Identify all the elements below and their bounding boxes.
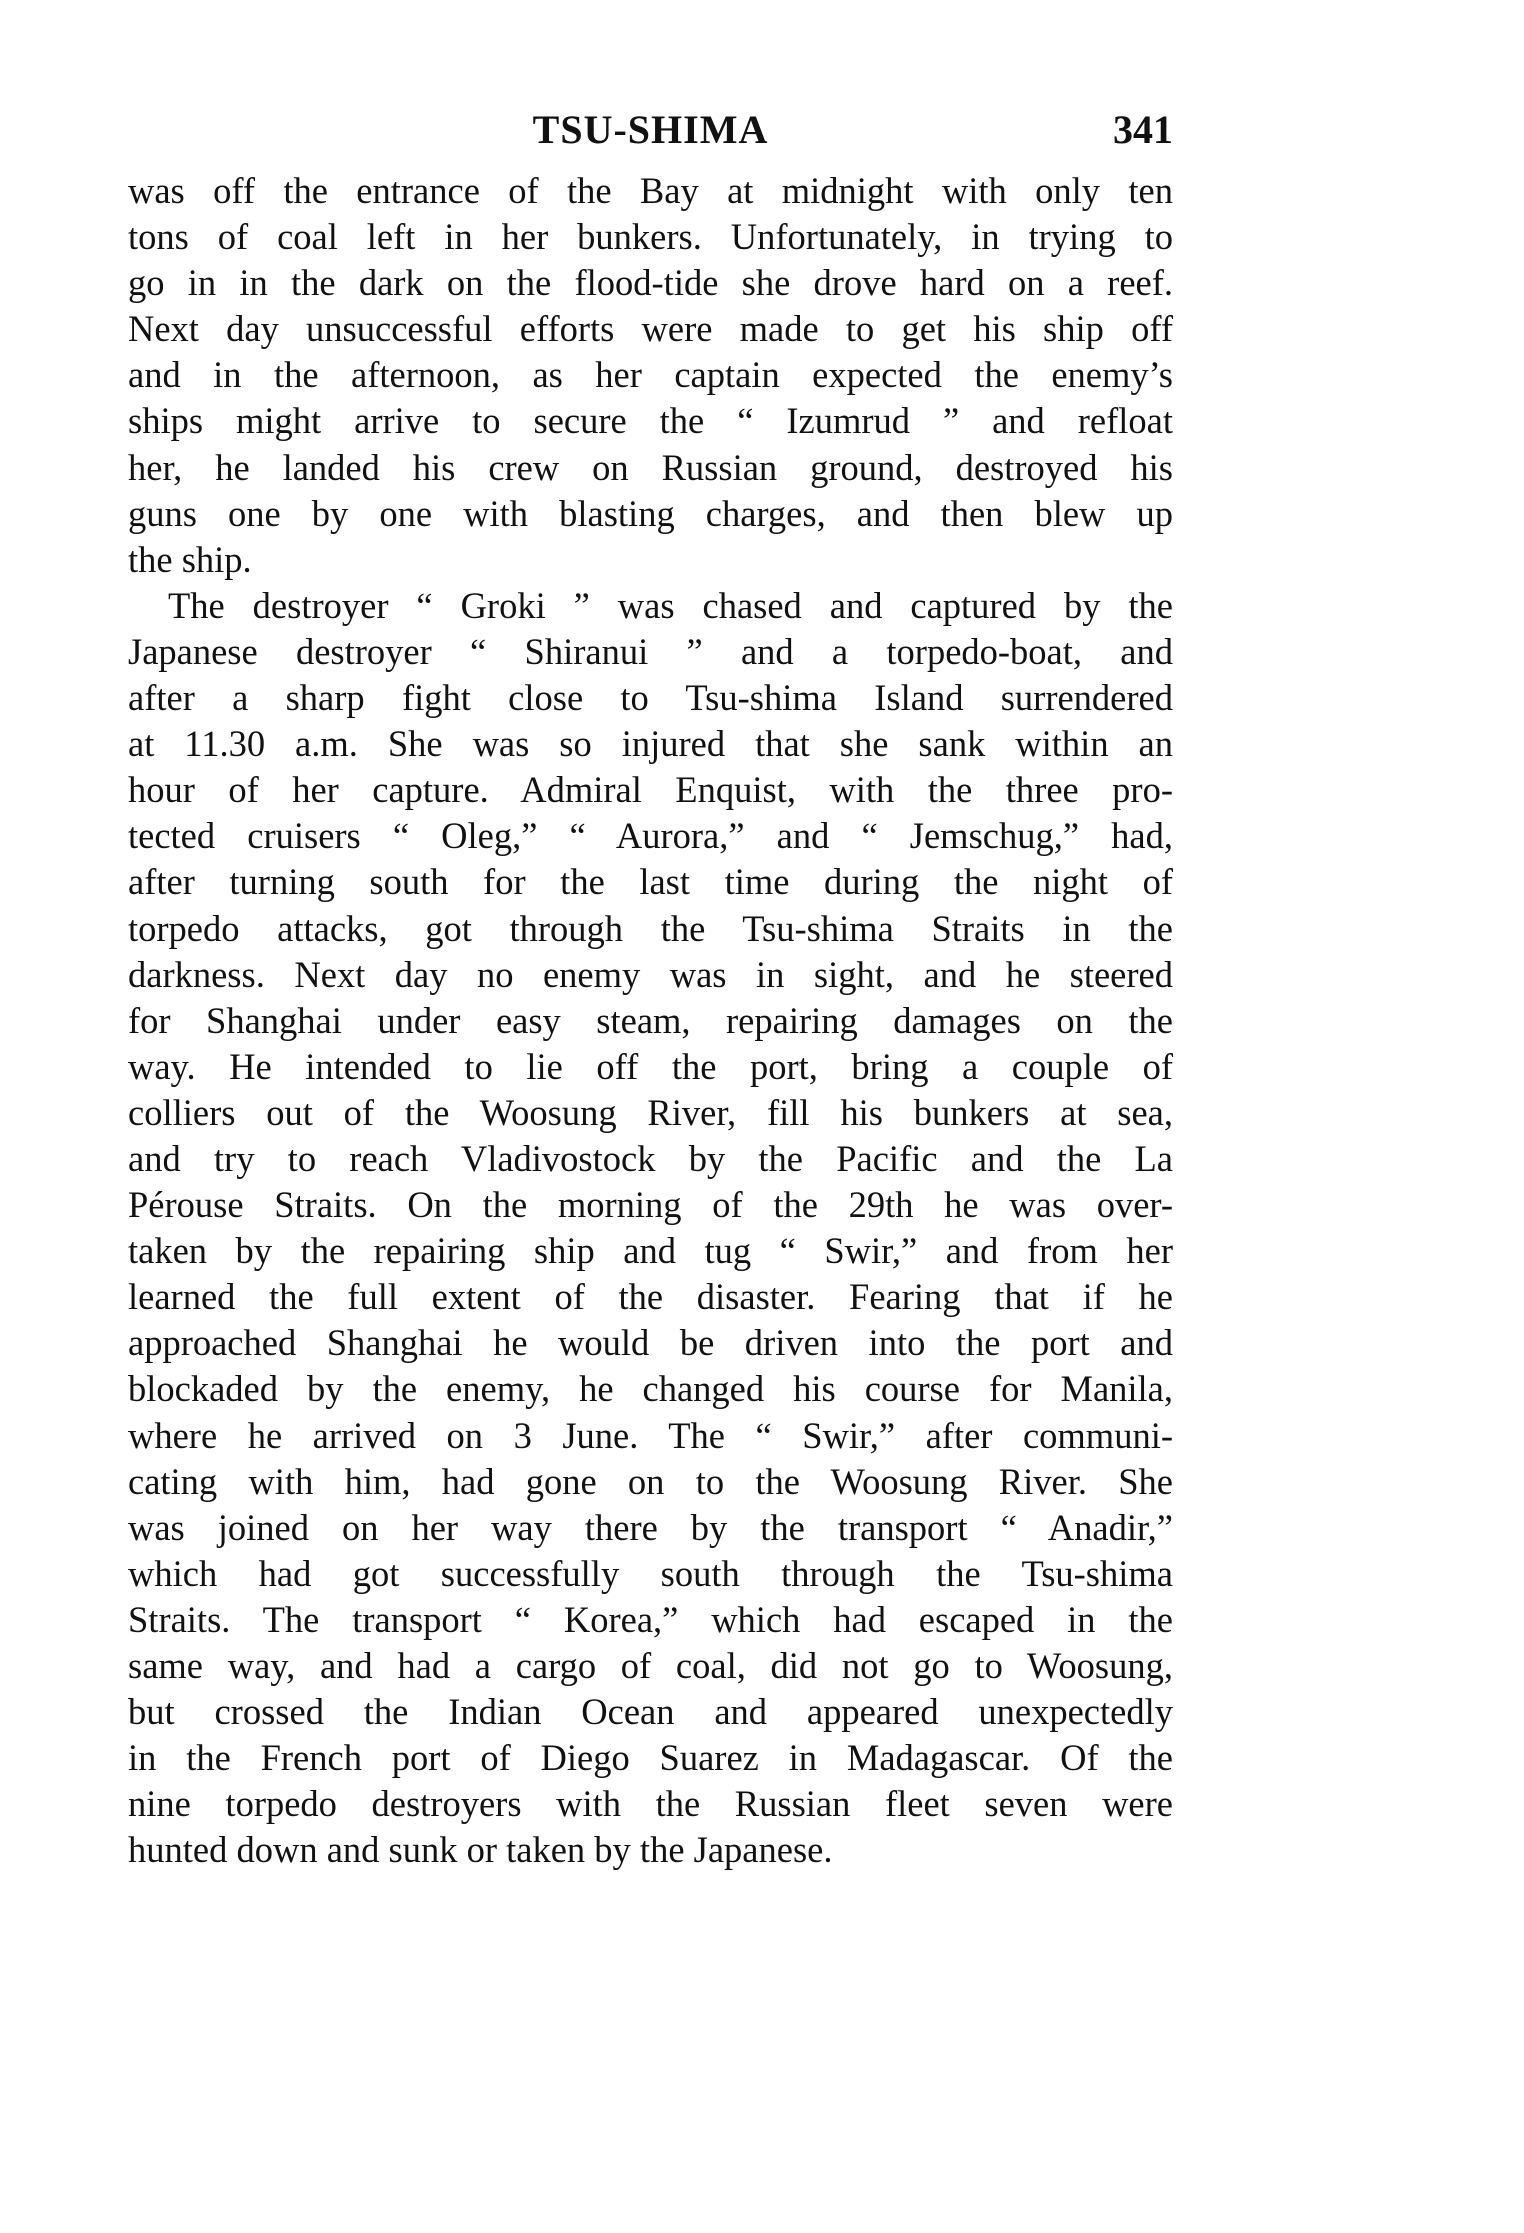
text-line: which had got successfully south through the Tsu-shima bbox=[128, 1552, 1173, 1594]
text-line: where he arrived on 3 June. The “ Swir,” after communi- bbox=[128, 1414, 1173, 1456]
text-line: after a sharp fight close to Tsu-shima Island surrendered bbox=[128, 677, 1173, 719]
text-line: but crossed the Indian Ocean and appeared unexpectedly bbox=[128, 1691, 1173, 1733]
text-line: torpedo attacks, got through the Tsu-shima Straits in the bbox=[128, 907, 1173, 949]
text-line: go in in the dark on the flood-tide she drove hard on a reef. bbox=[128, 262, 1173, 304]
text-line: approached Shanghai he would be driven into the port and bbox=[128, 1322, 1173, 1364]
text-line: for Shanghai under easy steam, repairing damages on the bbox=[128, 999, 1173, 1041]
text-line: after turning south for the last time during the night of bbox=[128, 861, 1173, 903]
text-line: and in the afternoon, as her captain expected the enemy’s bbox=[128, 354, 1173, 396]
text-line: at 11.30 a.m. She was so injured that she sank within an bbox=[128, 723, 1173, 765]
running-title: TSU-SHIMA bbox=[532, 107, 769, 152]
text-line: in the French port of Diego Suarez in Madagascar. Of the bbox=[128, 1737, 1173, 1779]
text-line: nine torpedo destroyers with the Russian fleet seven were bbox=[128, 1783, 1173, 1825]
text-line: the ship. bbox=[128, 538, 252, 580]
text-line: hunted down and sunk or taken by the Japanese. bbox=[128, 1829, 833, 1871]
text-line: same way, and had a cargo of coal, did not go to Woosung, bbox=[128, 1645, 1173, 1686]
running-head bbox=[128, 100, 1173, 160]
text-line: blockaded by the enemy, he changed his course for Manila, bbox=[128, 1368, 1173, 1410]
text-line: taken by the repairing ship and tug “ Swir,” and from her bbox=[128, 1230, 1173, 1272]
text-line: cating with him, had gone on to the Woosung River. She bbox=[128, 1460, 1173, 1502]
text-line: Japanese destroyer “ Shiranui ” and a torpedo-boat, and bbox=[128, 630, 1173, 672]
body-text bbox=[128, 168, 1173, 1873]
paragraph bbox=[128, 168, 1173, 583]
text-line: Next day unsuccessful efforts were made to get his ship off bbox=[128, 308, 1173, 350]
text-line: her, he landed his crew on Russian ground, destroyed his bbox=[128, 446, 1173, 488]
paragraph bbox=[128, 583, 1173, 1874]
text-line: darkness. Next day no enemy was in sight, and he steered bbox=[128, 953, 1173, 995]
text-line: The destroyer “ Groki ” was chased and captured by the bbox=[168, 584, 1173, 626]
text-line: way. He intended to lie off the port, bring a couple of bbox=[128, 1045, 1173, 1087]
text-line: colliers out of the Woosung River, fill his bunkers at sea, bbox=[128, 1091, 1173, 1133]
text-line: tected cruisers “ Oleg,” “ Aurora,” and “ Jemschug,” had, bbox=[128, 815, 1173, 857]
text-line: was off the entrance of the Bay at midnight with only ten bbox=[128, 170, 1173, 211]
text-line: was joined on her way there by the transport “ Anadir,” bbox=[128, 1506, 1173, 1548]
text-line: Straits. The transport “ Korea,” which had escaped in the bbox=[128, 1598, 1173, 1640]
text-line: guns one by one with blasting charges, and then blew up bbox=[128, 492, 1173, 534]
text-line: hour of her capture. Admiral Enquist, with the three pro- bbox=[128, 769, 1173, 811]
text-line: tons of coal left in her bunkers. Unfortunately, in trying to bbox=[128, 216, 1173, 258]
text-line: learned the full extent of the disaster. Fearing that if he bbox=[128, 1276, 1173, 1318]
text-line: and try to reach Vladivostock by the Pacific and the La bbox=[128, 1137, 1173, 1179]
text-line: Pérouse Straits. On the morning of the 29th he was over- bbox=[128, 1184, 1173, 1226]
page-number: 341 bbox=[1113, 107, 1173, 152]
text-line: ships might arrive to secure the “ Izumrud ” and refloat bbox=[128, 400, 1173, 442]
